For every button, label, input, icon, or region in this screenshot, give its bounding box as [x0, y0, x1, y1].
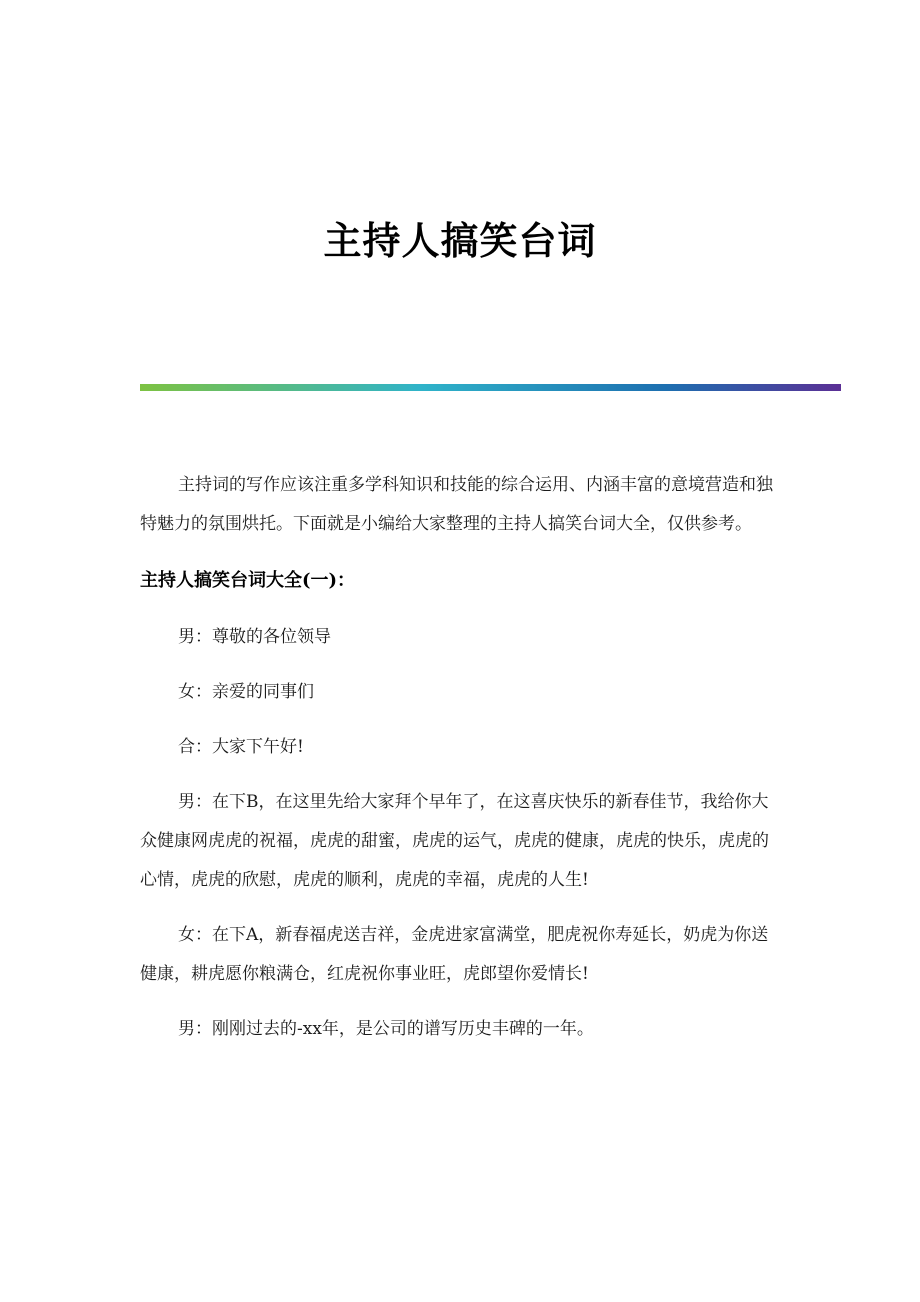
section-heading: 主持人搞笑台词大全(一)： [140, 570, 356, 591]
dialogue-line: 男：刚刚过去的-xx年，是公司的谱写历史丰碑的一年。 [178, 1019, 594, 1039]
document-body [140, 466, 780, 1065]
document-title: 主持人搞笑台词 [323, 218, 597, 263]
gradient-divider [140, 384, 841, 391]
dialogue-line: 女：在下A，新春福虎送吉祥，金虎进家富满堂，肥虎祝你寿延长，奶虎为你送健康，耕虎愿你粮满仓，红虎祝你事业旺，虎郎望你爱情长! [140, 925, 769, 984]
dialogue-line: 女：亲爱的同事们 [178, 682, 314, 702]
dialogue-line: 男：尊敬的各位领导 [178, 627, 331, 647]
dialogue-line: 合：大家下午好! [178, 737, 304, 757]
dialogue-line: 男：在下B，在这里先给大家拜个早年了，在这喜庆快乐的新春佳节，我给你大众健康网虎虎的祝福，虎虎的甜蜜，虎虎的运气，虎虎的健康，虎虎的快乐，虎虎的心情，虎虎的欣慰，虎虎的顺利，虎虎的幸福，虎虎的人生! [140, 792, 769, 890]
intro-paragraph: 主持词的写作应该注重多学科知识和技能的综合运用、内涵丰富的意境营造和独特魅力的氛围烘托。下面就是小编给大家整理的主持人搞笑台词大全，仅供参考。 [140, 475, 773, 534]
